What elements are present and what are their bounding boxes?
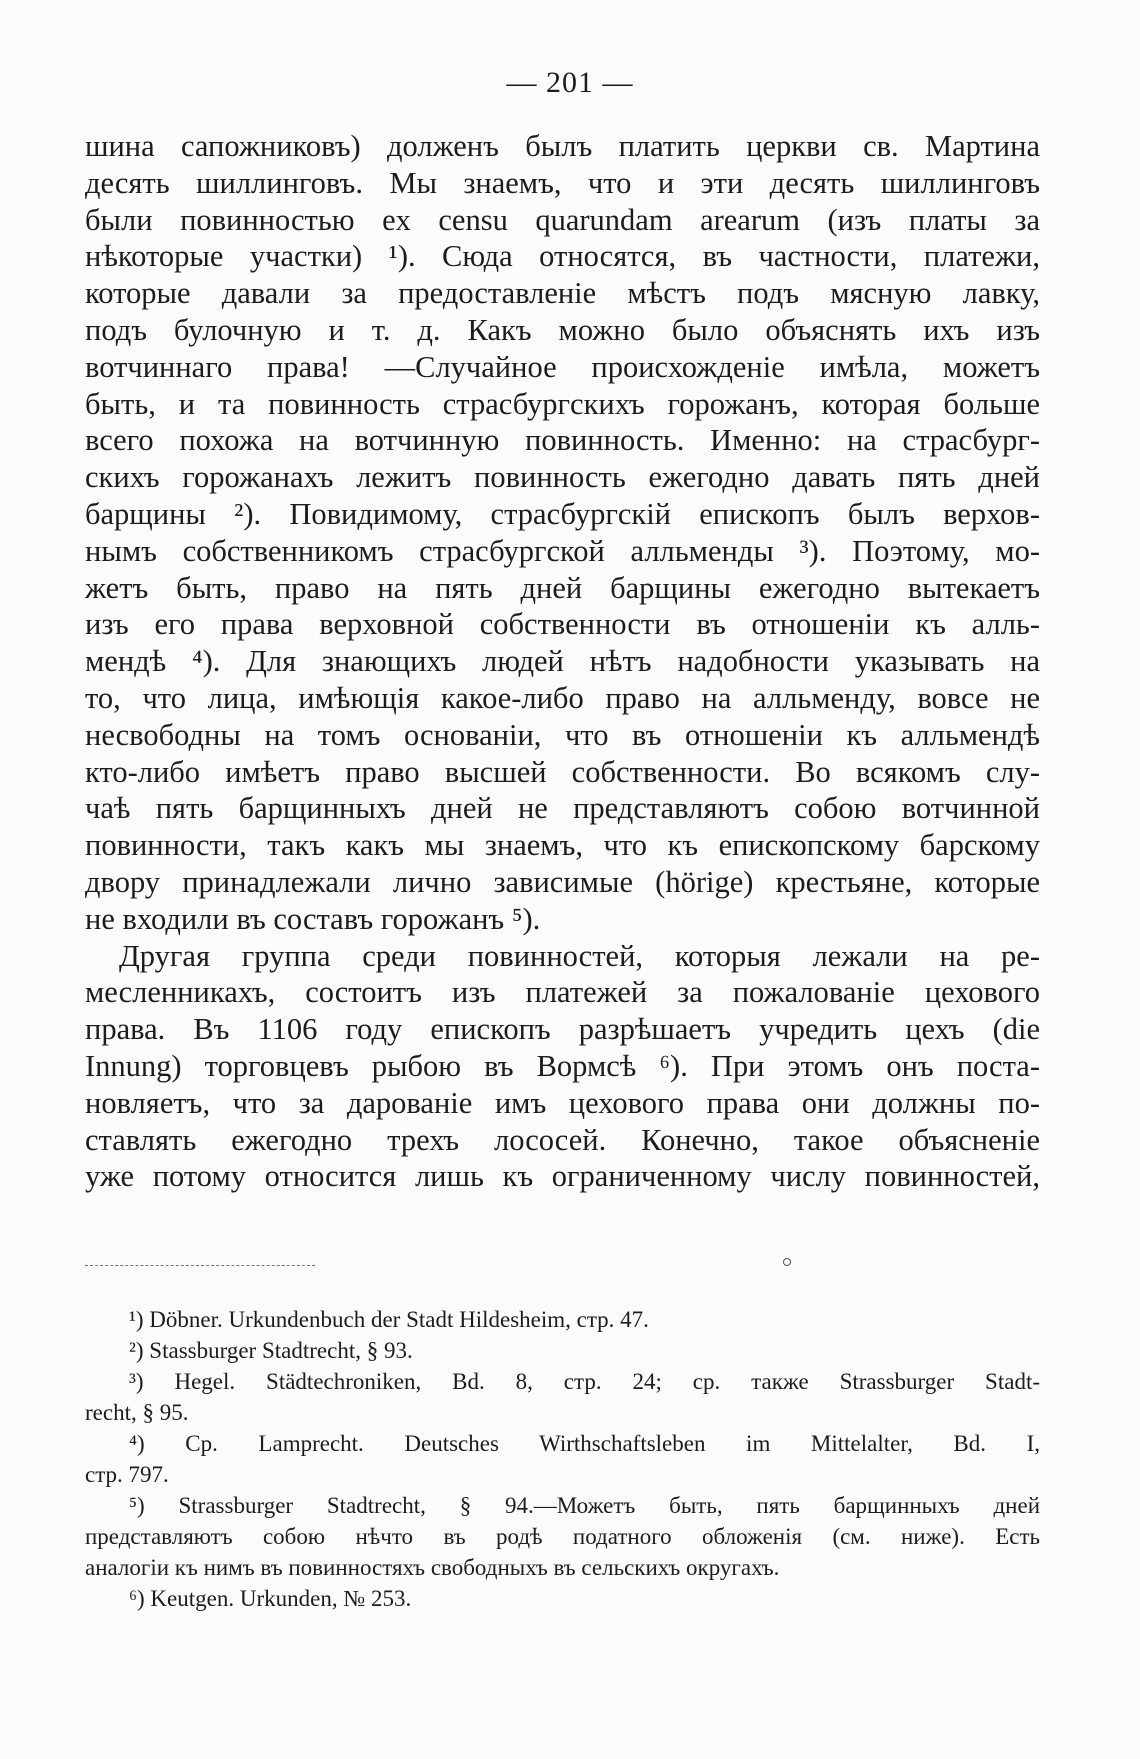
footnote-line: представляютъ собою нѣчто въ родѣ податного обложенія (см. ниже). Есть bbox=[85, 1524, 1040, 1549]
text-line: скихъ горожанахъ лежитъ повинность ежегодно давать пять дней bbox=[85, 460, 1040, 495]
text-line: вотчиннаго права! —Случайное происхожденіе имѣла, можетъ bbox=[85, 349, 1040, 384]
footnote-line: ⁴) Ср. Lamprecht. Deutsches Wirthschaftsleben im Mittelalter, Bd. I, bbox=[129, 1431, 1040, 1456]
text-line: кто-либо имѣетъ право высшей собственности. Во всякомъ слу- bbox=[85, 754, 1040, 789]
text-line: барщины ²). Повидимому, страсбургскій епископъ былъ верхов- bbox=[85, 496, 1040, 531]
footnote-line: ⁵) Strassburger Stadtrecht, § 94.—Можетъ быть, пять барщинныхъ дней bbox=[129, 1493, 1040, 1518]
text-line: несвободны на томъ основаніи, что въ отношеніи къ алльмендѣ bbox=[85, 717, 1040, 752]
text-line: повинности, такъ какъ мы знаемъ, что къ епископскому барскому bbox=[85, 828, 1040, 863]
text-line: шина сапожниковъ) долженъ былъ платить церкви св. Мартина bbox=[85, 129, 1040, 163]
footnote-line: стр. 797. bbox=[85, 1462, 169, 1487]
text-line: быть, и та повинность страсбургскихъ горожанъ, которая больше bbox=[85, 386, 1040, 421]
text-line: то, что лица, имѣющія какое-либо право на алльменду, вовсе не bbox=[85, 680, 1040, 715]
text-line: подъ булочную и т. д. Какъ можно было объяснять ихъ изъ bbox=[85, 312, 1040, 347]
text-line: месленникахъ, состоитъ изъ платежей за пожалованіе цехового bbox=[85, 975, 1040, 1010]
footnote-line: ³) Hegel. Städtechroniken, Bd. 8, стр. 24; ср. также Strassburger Stadt- bbox=[129, 1369, 1040, 1394]
text-line: ставлять ежегодно трехъ лососей. Конечно, такое объясненіе bbox=[85, 1122, 1040, 1157]
text-line: которые давали за предоставленіе мѣстъ подъ мясную лавку, bbox=[85, 276, 1040, 311]
text-line: десять шиллинговъ. Мы знаемъ, что и эти десять шиллинговъ bbox=[85, 165, 1040, 200]
text-line: жетъ быть, право на пять дней барщины ежегодно вытекаетъ bbox=[85, 570, 1040, 605]
text-line: новляетъ, что за дарованіе имъ цехового права они должны по- bbox=[85, 1085, 1040, 1120]
text-line: уже потому относится лишь къ ограниченному числу повинностей, bbox=[85, 1159, 1040, 1194]
main-text bbox=[85, 128, 1040, 1195]
text-line: двору принадлежали лично зависимые (hörige) крестьяне, которые bbox=[85, 864, 1040, 899]
text-line: были повинностью ex censu quarundam arearum (изъ платы за bbox=[85, 202, 1040, 237]
text-line: Другая группа среди повинностей, которыя лежали на ре- bbox=[119, 938, 1040, 973]
footnote-line: recht, § 95. bbox=[85, 1400, 189, 1425]
text-line: не входили въ составъ горожанъ ⁵). bbox=[85, 901, 541, 936]
page-number: — 201 — bbox=[506, 66, 634, 99]
footnote-line: аналогіи къ нимъ въ повинностяхъ свободныхъ въ сельскихъ округахъ. bbox=[85, 1555, 780, 1580]
text-line: мендѣ ⁴). Для знающихъ людей нѣтъ надобности указывать на bbox=[85, 644, 1040, 679]
printing-speck bbox=[783, 1258, 791, 1266]
text-line: права. Въ 1106 году епископъ разрѣшаетъ учредить цехъ (die bbox=[85, 1012, 1040, 1047]
text-line: всего похожа на вотчинную повинность. Именно: на страсбург- bbox=[85, 423, 1040, 458]
text-line: Innung) торговцевъ рыбою въ Вормсѣ ⁶). При этомъ онъ поста- bbox=[85, 1048, 1040, 1083]
footnote-line: ⁶) Keutgen. Urkunden, № 253. bbox=[129, 1586, 412, 1611]
text-line: нымъ собственникомъ страсбургской алльменды ³). Поэтому, мо- bbox=[85, 533, 1040, 568]
text-line: чаѣ пять барщинныхъ дней не представляютъ собою вотчинной bbox=[85, 791, 1040, 826]
text-line: нѣкоторые участки) ¹). Сюда относятся, въ частности, платежи, bbox=[85, 239, 1040, 274]
footnote-line: ¹) Döbner. Urkundenbuch der Stadt Hildesheim, стр. 47. bbox=[129, 1307, 649, 1332]
footnote-separator bbox=[85, 1265, 315, 1266]
text-line: изъ его права верховной собственности въ отношеніи къ алль- bbox=[85, 607, 1040, 642]
footnote-line: ²) Stassburger Stadtrecht, § 93. bbox=[129, 1338, 413, 1363]
footnotes bbox=[85, 1304, 1040, 1614]
